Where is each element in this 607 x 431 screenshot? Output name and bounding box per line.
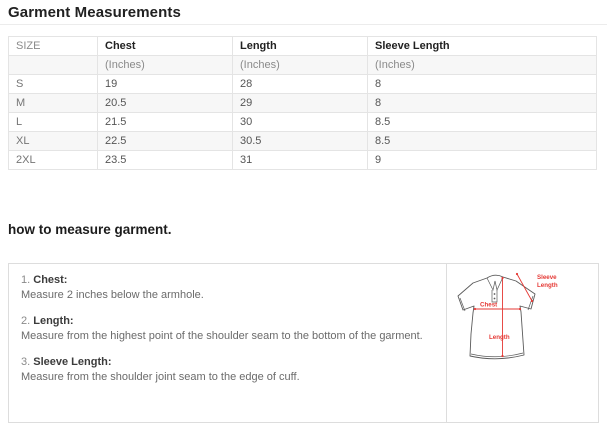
step-text: Measure 2 inches below the armhole. xyxy=(21,289,204,301)
instruction-step-sleeve-length xyxy=(21,355,434,385)
step-label: Sleeve Length: xyxy=(33,356,112,368)
units-cell-sleeve: (Inches) xyxy=(368,56,597,75)
size-value: L xyxy=(9,113,98,132)
size-value: M xyxy=(9,94,98,113)
table-units-row xyxy=(9,56,597,75)
size-value: 2XL xyxy=(9,151,98,170)
sleeve-label-line2: Length xyxy=(537,282,558,289)
step-number: 3. xyxy=(21,356,31,368)
table-row xyxy=(9,113,597,132)
column-header-chest: Chest xyxy=(98,37,233,56)
length-value: 30 xyxy=(233,113,368,132)
units-cell-chest: (Inches) xyxy=(98,56,233,75)
step-label: Chest: xyxy=(33,274,68,286)
measure-guide-box xyxy=(8,263,599,423)
sleeve-value: 8.5 xyxy=(368,132,597,151)
how-to-measure-title: how to measure garment. xyxy=(8,222,172,237)
table-row xyxy=(9,75,597,94)
length-value: 29 xyxy=(233,94,368,113)
size-value: S xyxy=(9,75,98,94)
measure-diagram-cell xyxy=(447,264,598,422)
length-value: 31 xyxy=(233,151,368,170)
instruction-step-length xyxy=(21,314,434,344)
length-value: 30.5 xyxy=(233,132,368,151)
units-cell-empty xyxy=(9,56,98,75)
column-header-length: Length xyxy=(233,37,368,56)
step-number: 2. xyxy=(21,315,31,327)
chest-value: 22.5 xyxy=(98,132,233,151)
table-row xyxy=(9,94,597,113)
column-header-size: SIZE xyxy=(9,37,98,56)
units-cell-length: (Inches) xyxy=(233,56,368,75)
chest-value: 20.5 xyxy=(98,94,233,113)
polo-shirt-diagram xyxy=(447,264,596,422)
sleeve-value: 8 xyxy=(368,94,597,113)
chest-value: 23.5 xyxy=(98,151,233,170)
column-header-sleeve-length: Sleeve Length xyxy=(368,37,597,56)
chest-value: 21.5 xyxy=(98,113,233,132)
size-value: XL xyxy=(9,132,98,151)
chest-label: Chest xyxy=(480,301,498,309)
size-chart-table xyxy=(8,36,597,170)
step-label: Length: xyxy=(33,315,74,327)
measure-instructions xyxy=(9,264,447,422)
length-value: 28 xyxy=(233,75,368,94)
instruction-step-chest xyxy=(21,273,434,303)
sleeve-value: 9 xyxy=(368,151,597,170)
step-text: Measure from the shoulder joint seam to the edge of cuff. xyxy=(21,371,300,383)
sleeve-value: 8.5 xyxy=(368,113,597,132)
table-row xyxy=(9,132,597,151)
length-label: Length xyxy=(489,334,510,341)
chest-value: 19 xyxy=(98,75,233,94)
sleeve-value: 8 xyxy=(368,75,597,94)
sleeve-label-line1: Sleeve xyxy=(537,274,557,281)
table-header-row xyxy=(9,37,597,56)
step-text: Measure from the highest point of the shoulder seam to the bottom of the garment. xyxy=(21,330,423,342)
step-number: 1. xyxy=(21,274,31,286)
table-row xyxy=(9,151,597,170)
page-header xyxy=(0,0,607,25)
page-title: Garment Measurements xyxy=(8,4,181,21)
